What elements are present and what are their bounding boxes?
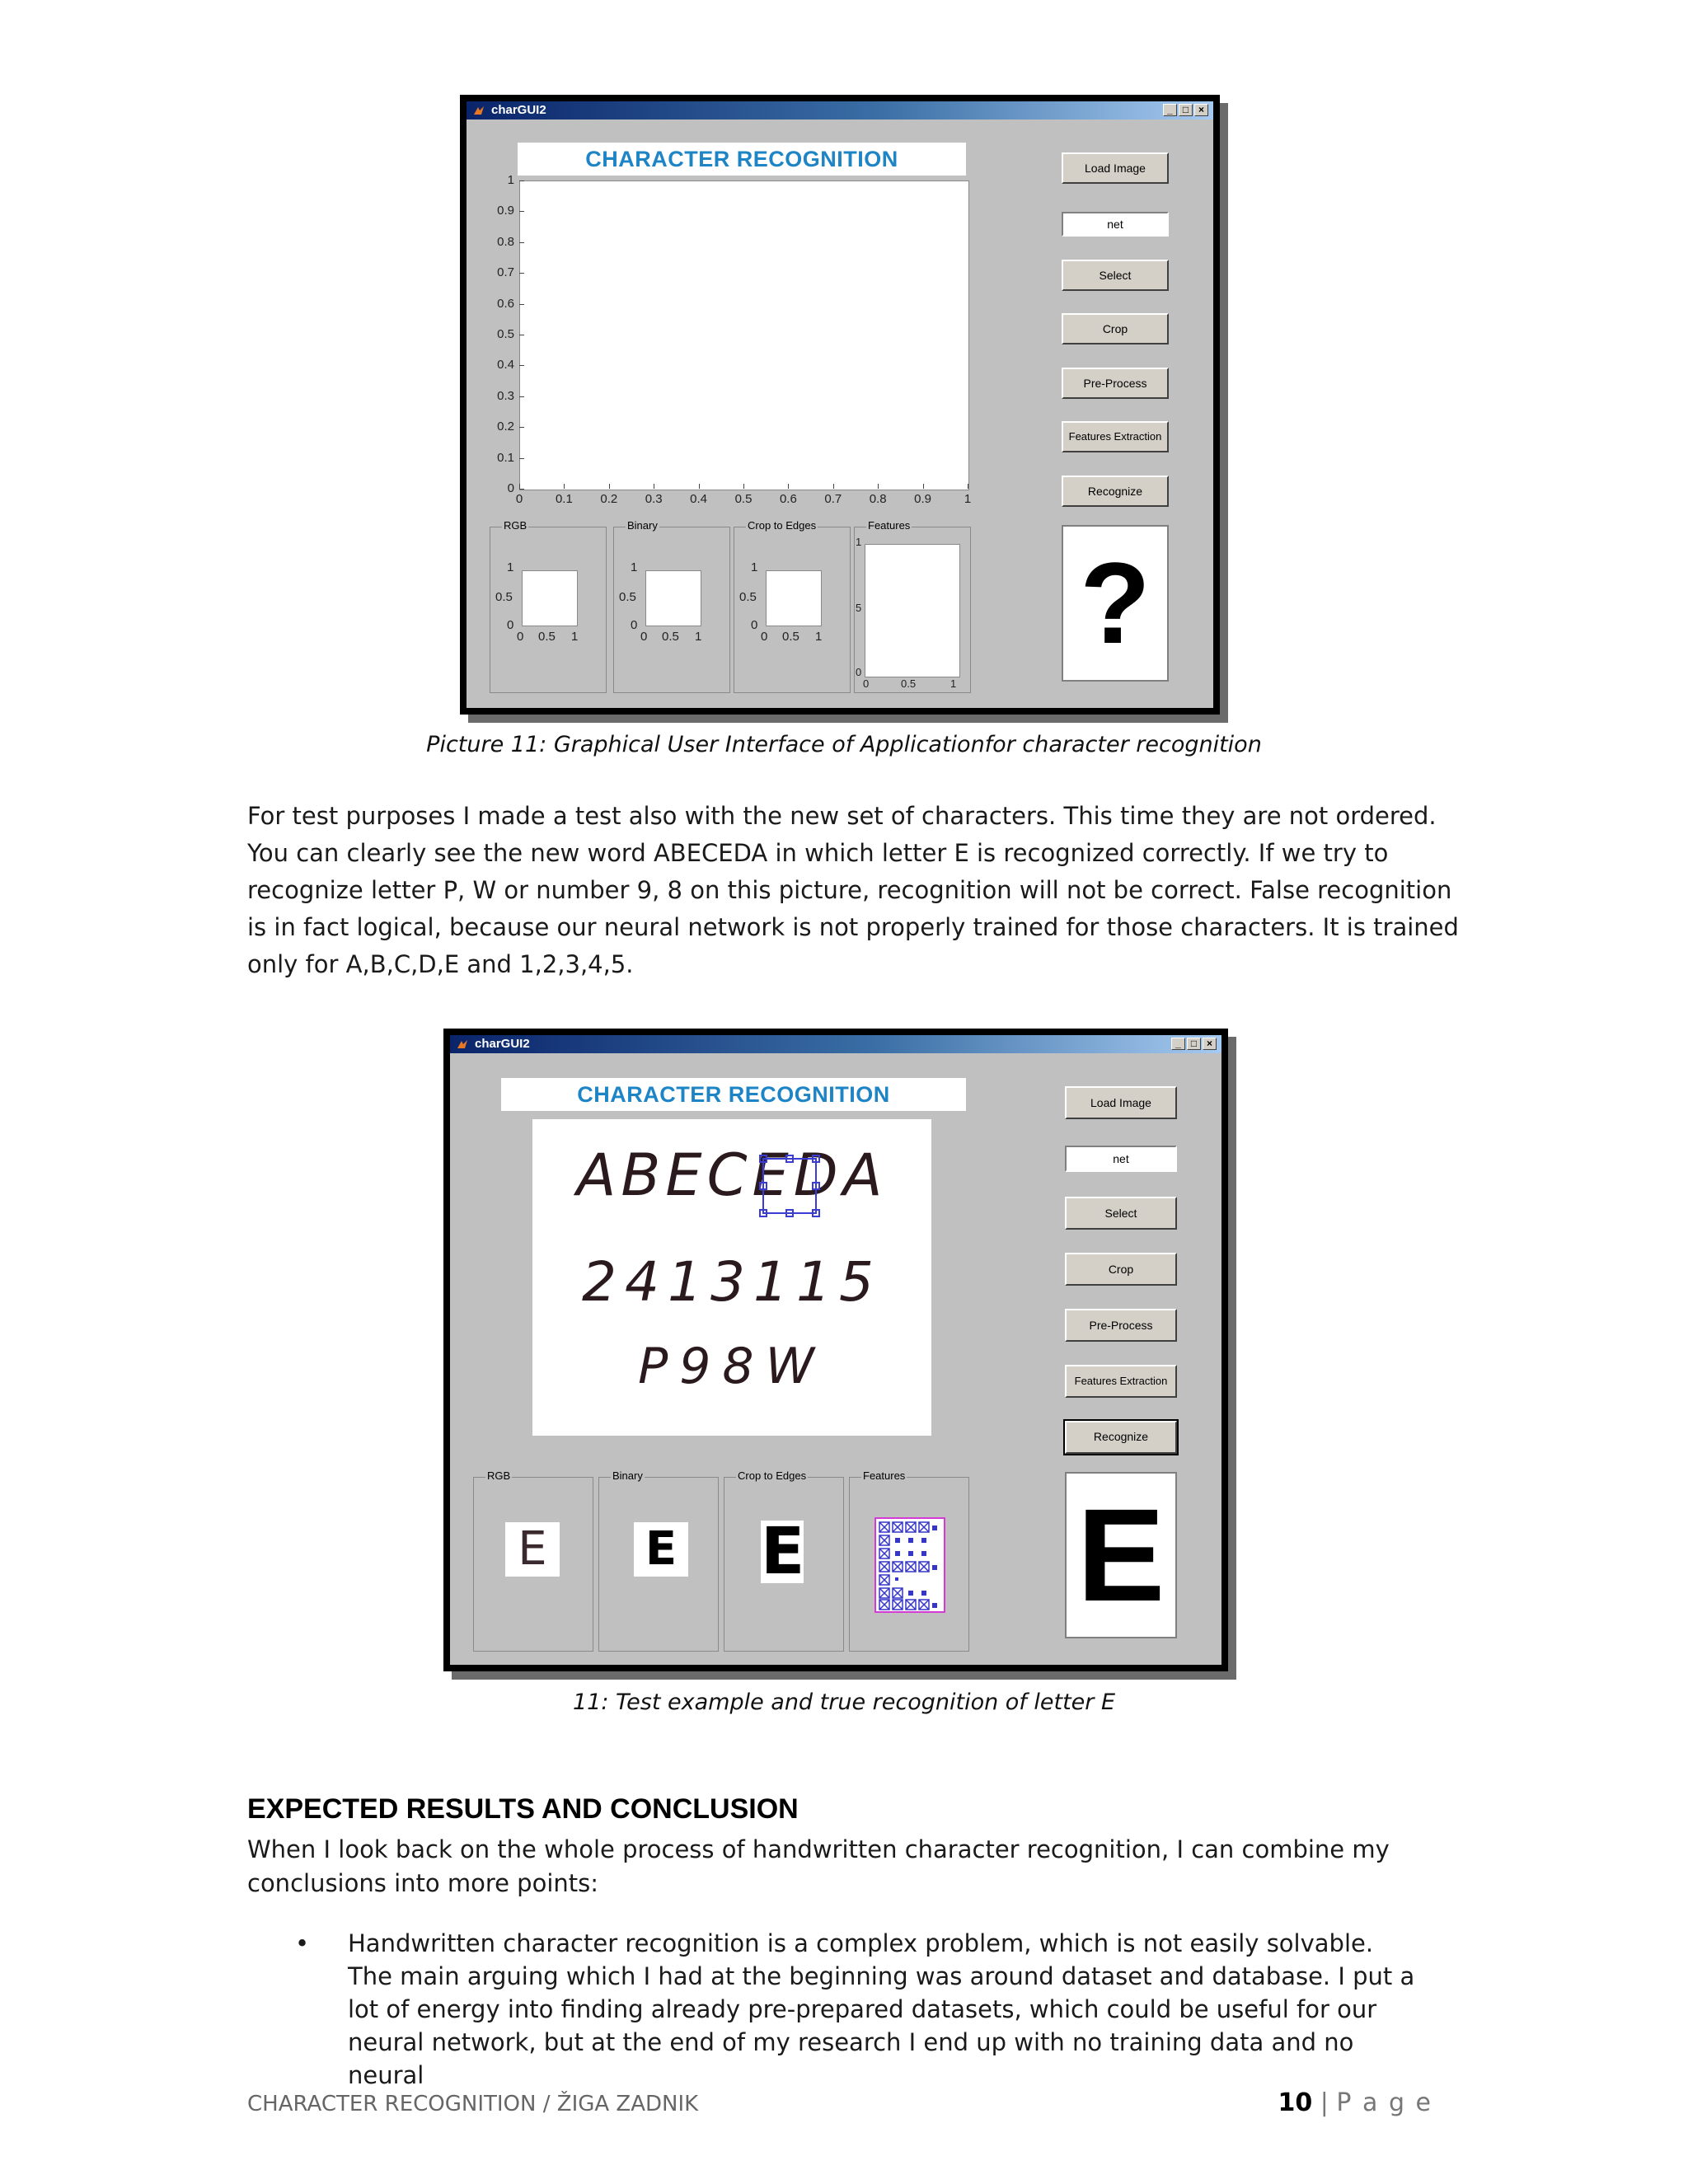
binary-panel-label: Binary xyxy=(627,519,658,532)
x-tick-label: 0.8 xyxy=(869,492,887,506)
rgb-panel: RGB 1 0.5 0 0 0.5 1 xyxy=(490,527,607,693)
net-input[interactable]: net xyxy=(1065,1146,1177,1172)
x-tick-label: 0.4 xyxy=(690,492,708,506)
features-panel-label: Features xyxy=(863,1469,906,1482)
select-button[interactable]: Select xyxy=(1062,260,1169,291)
page-separator: | xyxy=(1320,2088,1329,2117)
bullet-dot: • xyxy=(295,1929,310,1957)
minimize-button[interactable]: _ xyxy=(1163,104,1177,116)
binary-panel: Binary 1 0.5 0 0 0.5 1 xyxy=(613,527,730,693)
y-tick-label: 0.7 xyxy=(497,265,514,280)
x-tick-mark xyxy=(923,484,924,489)
features-panel-label: Features xyxy=(868,519,911,532)
x-tick-mark xyxy=(519,484,520,489)
crop-button[interactable]: Crop xyxy=(1062,313,1169,344)
section-heading: EXPECTED RESULTS AND CONCLUSION xyxy=(247,1793,799,1825)
x-tick-mark xyxy=(788,484,789,489)
binary-panel xyxy=(598,1469,719,1652)
result-character: ? xyxy=(1080,538,1151,668)
binary-letter-image: E xyxy=(634,1522,688,1577)
list-item xyxy=(247,1927,1418,2092)
crop-edges-panel xyxy=(724,1469,844,1652)
figure1-window-title: charGUI2 xyxy=(491,103,546,117)
y-tick-label: 0.4 xyxy=(497,358,514,373)
y-tick-mark xyxy=(519,304,524,305)
x-tick-mark xyxy=(609,484,610,489)
y-tick-label: 0.5 xyxy=(497,327,514,341)
rgb-panel xyxy=(473,1469,593,1652)
y-tick-mark xyxy=(519,489,524,490)
recognize-button[interactable]: Recognize xyxy=(1062,476,1169,507)
y-tick-mark xyxy=(519,427,524,428)
caption-1: Picture 11: Graphical User Interface of Applicationfor character recognition xyxy=(426,732,1262,757)
crop-button[interactable]: Crop xyxy=(1065,1253,1177,1286)
x-tick-mark xyxy=(564,484,565,489)
crop-edges-axes xyxy=(766,570,822,626)
crop-edges-panel-label: Crop to Edges xyxy=(748,519,817,532)
features-grid-image xyxy=(874,1517,945,1613)
x-tick-label: 0.3 xyxy=(645,492,663,506)
y-tick-mark xyxy=(519,180,524,181)
preprocess-button[interactable]: Pre-Process xyxy=(1062,368,1169,399)
figure1-titlebar xyxy=(467,101,1213,120)
handwriting-line-2: 2413115 xyxy=(582,1250,882,1314)
y-tick-label: 1 xyxy=(507,173,514,187)
x-tick-mark xyxy=(833,484,834,489)
y-tick-label: 0 xyxy=(507,481,514,495)
rgb-panel-label: RGB xyxy=(504,519,528,532)
x-tick-label: 0.6 xyxy=(779,492,797,506)
y-tick-mark xyxy=(519,365,524,366)
figure2-result-display xyxy=(1065,1472,1177,1638)
figure1-window xyxy=(460,95,1220,715)
caption-2: 11: Test example and true recognition of letter E xyxy=(572,1690,1116,1715)
handwriting-svg xyxy=(532,1119,931,1436)
handwriting-line-3: P98W xyxy=(638,1338,826,1395)
y-tick-label: 0.9 xyxy=(497,204,514,218)
x-tick-mark xyxy=(878,484,879,489)
figure2-window xyxy=(443,1029,1228,1671)
y-tick-label: 0.6 xyxy=(497,296,514,311)
y-tick-mark xyxy=(519,242,524,243)
page-number: 10 xyxy=(1278,2088,1313,2117)
figure2-window-title: charGUI2 xyxy=(475,1037,530,1051)
features-axes xyxy=(865,544,960,677)
paragraph-2: When I look back on the whole process of handwritten character recognition, I can combine my conclusions into more points: xyxy=(247,1835,1390,1897)
maximize-button[interactable]: □ xyxy=(1187,1038,1201,1050)
net-input[interactable]: net xyxy=(1062,212,1169,237)
close-button[interactable]: × xyxy=(1203,1038,1217,1050)
figure1-result-display xyxy=(1062,525,1169,682)
handwriting-line-1: ABECEDA xyxy=(576,1141,888,1209)
load-image-button[interactable]: Load Image xyxy=(1065,1086,1177,1119)
close-button[interactable]: × xyxy=(1194,104,1208,116)
rgb-axes xyxy=(522,570,578,626)
footer-title: CHARACTER RECOGNITION / ŽIGA ZADNIK xyxy=(247,2092,699,2116)
y-tick-label: 0.8 xyxy=(497,234,514,249)
bullet-text: Handwritten character recognition is a complex problem, which is not easily solvable. The main arguing which I had at the beginning was around dataset and database. I put a lot of energy into finding already pre-prepared datasets, which could be useful for our neural network, but at the end of my research I end up with no training data and no neural xyxy=(348,1929,1415,2089)
features-panel xyxy=(849,1469,969,1652)
y-tick-mark xyxy=(519,273,524,274)
recognize-button[interactable]: Recognize xyxy=(1065,1421,1177,1454)
features-extraction-button[interactable]: Features Extraction xyxy=(1065,1365,1177,1398)
maximize-button[interactable]: □ xyxy=(1179,104,1193,116)
features-extraction-button[interactable]: Features Extraction xyxy=(1062,421,1169,452)
preprocess-button[interactable]: Pre-Process xyxy=(1065,1309,1177,1342)
figure2-gui-title: CHARACTER RECOGNITION xyxy=(501,1078,966,1111)
x-tick-label: 1 xyxy=(964,492,972,506)
y-tick-label: 0.2 xyxy=(497,419,514,434)
matlab-icon xyxy=(457,1038,468,1050)
minimize-button[interactable]: _ xyxy=(1171,1038,1185,1050)
matlab-icon xyxy=(473,105,485,116)
x-tick-label: 0.7 xyxy=(824,492,842,506)
paragraph-1: For test purposes I made a test also with the new set of characters. This time they are not ordered. You can clearly see the new word ABECEDA in which letter E is recognized correctly. If we try to recognize letter P, W or number 9, 8 on this picture, recognition will not be correct. False recognition is in fact logical, because our neural network is not properly trained for those characters. It is trained only for A,B,C,D,E and 1,2,3,4,5. xyxy=(247,802,1459,978)
footer-page xyxy=(1278,2088,1432,2117)
features-panel: Features 1 5 0 0 0.5 1 xyxy=(854,527,971,693)
binary-panel-label: Binary xyxy=(612,1469,643,1482)
select-button[interactable]: Select xyxy=(1065,1197,1177,1230)
crop-edges-panel: Crop to Edges 1 0.5 0 0 0.5 1 xyxy=(734,527,851,693)
x-tick-label: 0.9 xyxy=(914,492,932,506)
y-tick-mark xyxy=(519,458,524,459)
figure1-main-axes xyxy=(519,180,969,490)
crop-edges-panel-label: Crop to Edges xyxy=(738,1469,807,1482)
figure1-gui-title: CHARACTER RECOGNITION xyxy=(518,143,966,176)
rgb-panel-label: RGB xyxy=(487,1469,511,1482)
x-tick-label: 0.2 xyxy=(600,492,618,506)
result-character: E xyxy=(1076,1481,1165,1629)
y-tick-label: 0.1 xyxy=(497,450,514,465)
handwriting-image xyxy=(532,1119,931,1436)
y-tick-mark xyxy=(519,211,524,212)
y-tick-mark xyxy=(519,396,524,397)
binary-axes xyxy=(645,570,701,626)
x-tick-mark xyxy=(699,484,700,489)
rgb-letter-image: E xyxy=(505,1522,560,1577)
bullet-list xyxy=(247,1927,1418,2092)
x-tick-mark xyxy=(743,484,744,489)
x-tick-label: 0.1 xyxy=(555,492,573,506)
x-tick-label: 0 xyxy=(515,492,523,506)
page-word: P a g e xyxy=(1336,2088,1432,2117)
load-image-button[interactable]: Load Image xyxy=(1062,152,1169,184)
figure2-titlebar xyxy=(450,1035,1221,1053)
y-tick-label: 0.3 xyxy=(497,388,514,403)
crop-edges-letter-image: E xyxy=(761,1515,805,1589)
x-tick-label: 0.5 xyxy=(734,492,753,506)
